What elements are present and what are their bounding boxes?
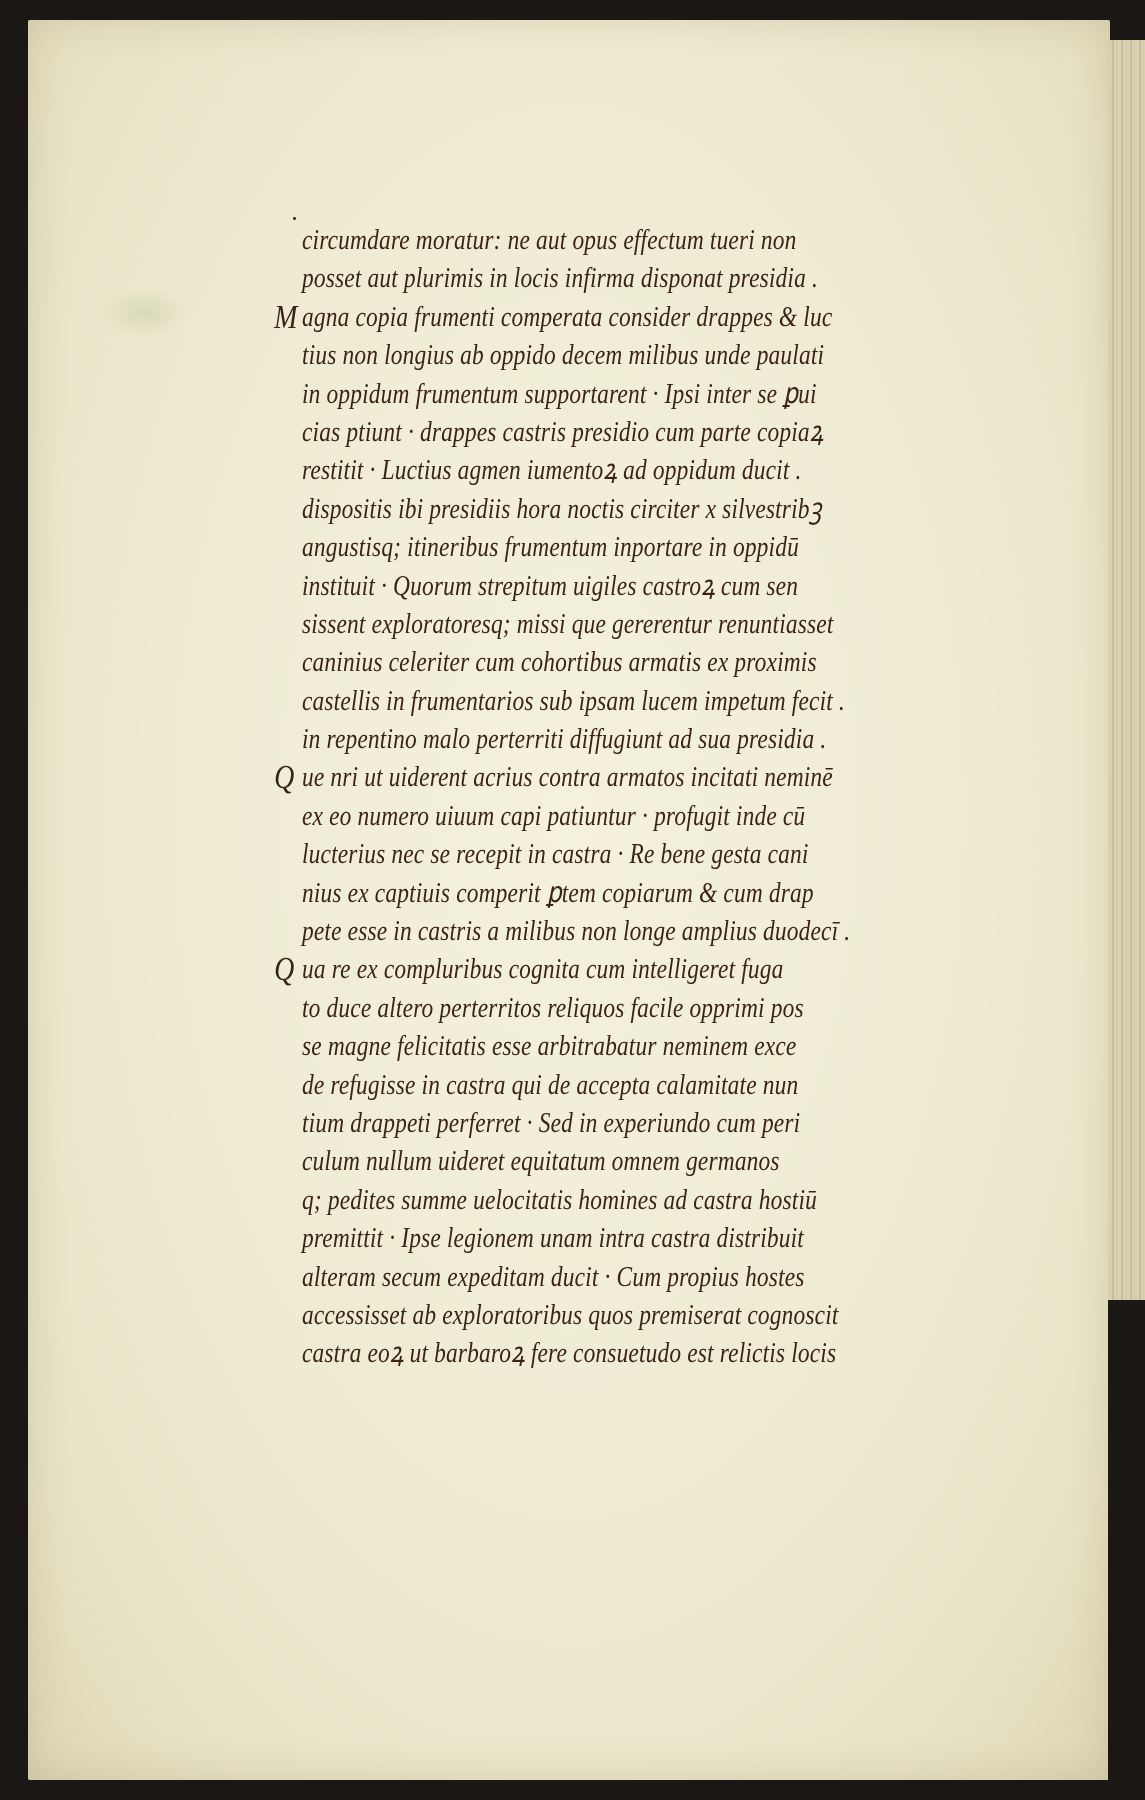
- text-line-13: castellis in frumentarios sub ipsam lucem impetum fecit .: [302, 685, 845, 717]
- text-line-20: [274, 951, 942, 989]
- text-line-24: tium drappeti perferret · Sed in experiundo cum peri: [302, 1107, 801, 1139]
- adjacent-page-edges: [1108, 40, 1145, 1300]
- text-line-26: q; pedites summe uelocitatis homines ad castra hostiū: [302, 1184, 817, 1216]
- ink-dot: [293, 217, 296, 220]
- text-line-21: to duce altero perterritos reliquos facile opprimi pos: [302, 992, 804, 1024]
- text-line-3-body: agna copia frumenti comperata consider drappes & luc: [302, 301, 833, 333]
- text-line-28: alteram secum expeditam ducit · Cum propius hostes: [302, 1261, 805, 1293]
- text-line-4: tius non longius ab oppido decem milibus unde paulati: [302, 340, 825, 372]
- text-line-19: pete esse in castris a milibus non longe amplius duodecī .: [302, 916, 851, 948]
- page-stain: [100, 288, 190, 338]
- text-line-27: premittit · Ipse legionem unam intra castra distribuit: [302, 1223, 804, 1255]
- text-line-25: culum nullum uideret equitatum omnem germanos: [302, 1146, 780, 1178]
- background-gap: [1108, 1300, 1145, 1780]
- text-line-8: dispositis ibi presidiis hora noctis circiter x silvestribꝫ: [302, 493, 822, 525]
- text-line-15: [274, 759, 942, 797]
- text-line-2: posset aut plurimis in locis infirma disponat presidia .: [302, 263, 818, 295]
- initial-q-2: Q: [274, 951, 295, 989]
- text-line-16: ex eo numero uiuum capi patiuntur · profugit inde cū: [302, 800, 806, 832]
- text-line-6: cias ptiunt · drappes castris presidio cum parte copiaꝝ: [302, 416, 824, 448]
- text-line-1: circumdare moratur: ne aut opus effectum tueri non: [302, 225, 797, 256]
- text-line-11: sissent exploratoresq; missi que gererentur renuntiasset: [302, 608, 834, 640]
- initial-q-1: Q: [274, 759, 295, 797]
- text-line-18: nius ex captiuis comperit ꝑtem copiarum & cum drap: [302, 877, 814, 909]
- text-line-29: accessisset ab exploratoribus quos premiserat cognoscit: [302, 1299, 839, 1331]
- text-line-17: lucterius nec se recepit in castra · Re bene gesta cani: [302, 839, 809, 871]
- text-line-30: castra eoꝝ ut barbaroꝝ fere consuetudo est relictis locis: [302, 1338, 837, 1370]
- text-line-22: se magne felicitatis esse arbitrabatur neminem exce: [302, 1031, 797, 1063]
- text-line-15-body: ue nri ut uiderent acrius contra armatos incitati neminē: [302, 762, 833, 794]
- text-line-12: caninius celeriter cum cohortibus armatis ex proximis: [302, 647, 817, 679]
- text-line-5: in oppidum frumentum supportarent · Ipsi inter se ꝑui: [302, 378, 817, 410]
- text-line-9: angustisq; itineribus frumentum inportare in oppidū: [302, 532, 799, 564]
- text-line-20-body: ua re ex compluribus cognita cum intelligeret fuga: [302, 954, 784, 986]
- text-line-7: restitit · Luctius agmen iumentoꝝ ad oppidum ducit .: [302, 455, 802, 487]
- text-line-3: [274, 298, 942, 337]
- text-line-23: de refugisse in castra qui de accepta calamitate nun: [302, 1069, 799, 1101]
- text-line-14: in repentino malo perterriti diffugiunt ad sua presidia .: [302, 724, 827, 756]
- initial-m: M: [274, 298, 298, 336]
- manuscript-text-block: [274, 222, 1082, 1374]
- text-line-10: instituit · Quorum strepitum uigiles castroꝝ cum sen: [302, 570, 799, 602]
